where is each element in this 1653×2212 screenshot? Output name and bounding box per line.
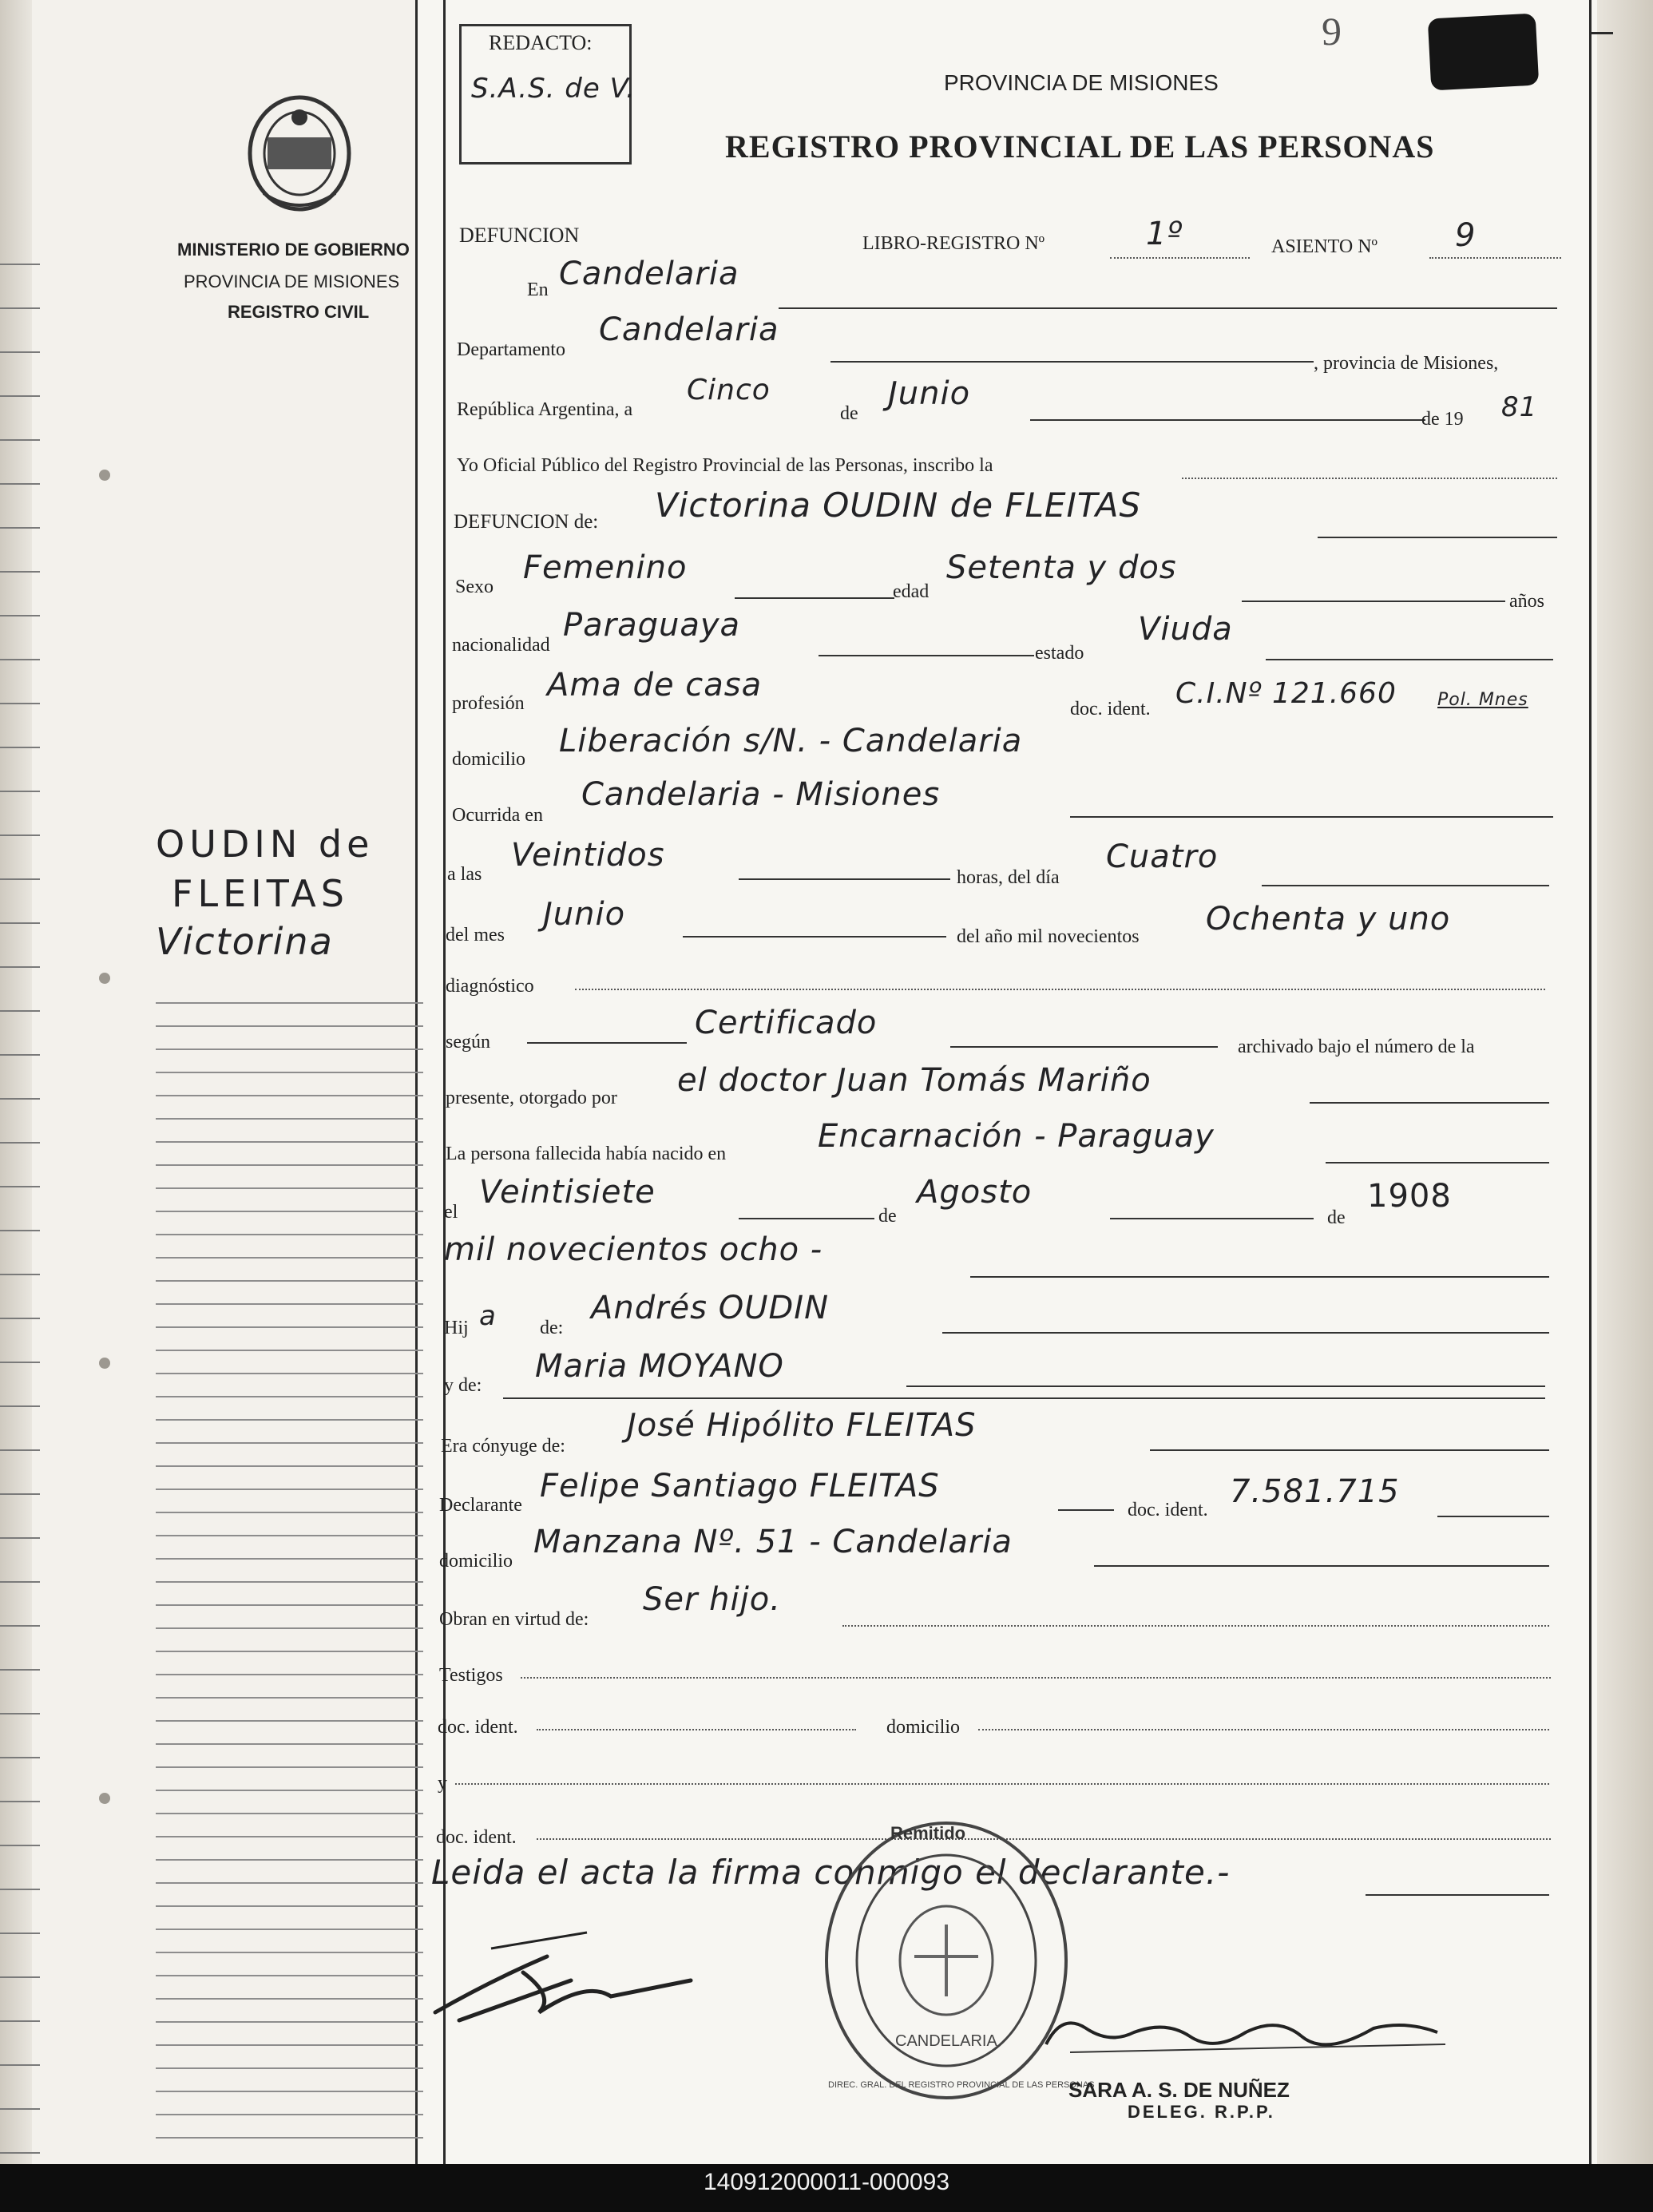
document-id: 140912000011-000093: [703, 2169, 950, 2195]
nac-anio-words: mil novecientos ocho -: [444, 1231, 823, 1268]
field-line: [842, 1625, 1549, 1627]
stub-ruled-line: [156, 1998, 423, 2000]
field-line: [1318, 537, 1557, 538]
y-de-label: y de:: [444, 1375, 482, 1396]
stub-ruled-line: [156, 1836, 423, 1837]
presente-value: el doctor Juan Tomás Mariño: [677, 1062, 1152, 1099]
redacto-value: S.A.S. de V.: [471, 73, 636, 105]
stub-ruled-line: [156, 1072, 423, 1073]
mes-muerte-value: Junio: [543, 896, 626, 933]
edge-ruled-line: [0, 1230, 40, 1231]
official-signature: [1038, 1996, 1453, 2060]
stub-ruled-line: [156, 1049, 423, 1050]
field-line: [942, 1332, 1549, 1334]
edge-ruled-line: [0, 878, 40, 880]
field-line: [683, 936, 946, 938]
official-title: DELEG. R.P.P.: [1128, 2102, 1275, 2122]
fecha-anio-prefix: de 19: [1421, 409, 1464, 430]
field-line: [455, 1783, 1549, 1785]
stub-ruled-line: [156, 1604, 423, 1606]
stub-ruled-line: [156, 2091, 423, 2092]
dia-muerte-value: Cuatro: [1106, 838, 1219, 875]
fecha-mes-value: Junio: [888, 375, 971, 412]
stub-ruled-line: [156, 1743, 423, 1745]
testigo1-doc-label: doc. ident.: [438, 1717, 518, 1738]
stub-ruled-line: [156, 2021, 423, 2023]
fecha-de-label: de: [840, 403, 858, 424]
ocurrida-value: Candelaria - Misiones: [581, 776, 941, 813]
edge-ruled-line: [0, 1449, 40, 1451]
stub-ruled-line: [156, 1581, 423, 1583]
declarante-domicilio-label: domicilio: [439, 1551, 513, 1572]
doc-ident-extra: Pol. Mnes: [1437, 690, 1528, 710]
edge-ruled-line: [0, 1889, 40, 1890]
stub-ruled-line: [156, 1535, 423, 1536]
stub-page: [32, 0, 439, 2164]
province-heading: PROVINCIA DE MISIONES: [944, 70, 1219, 95]
fecha-anio-value: 81: [1501, 391, 1538, 423]
en-value: Candelaria: [559, 256, 739, 292]
ministry-line2: PROVINCIA DE MISIONES: [184, 272, 400, 291]
stub-ruled-line: [156, 1651, 423, 1652]
edge-ruled-line: [0, 2064, 40, 2066]
stub-ruled-line: [156, 1187, 423, 1189]
stub-ruled-line: [156, 1558, 423, 1560]
edge-ruled-line: [0, 1362, 40, 1363]
stub-ruled-line: [156, 1859, 423, 1861]
hija-suffix: a: [479, 1300, 497, 1332]
field-line: [1437, 1516, 1549, 1517]
closing-text: Leida el acta la firma conmigo el declarante.-: [431, 1853, 1231, 1892]
stub-ruled-line: [156, 1350, 423, 1351]
binding-hole: [99, 1358, 110, 1369]
binding-hole: [99, 973, 110, 984]
stub-ruled-line: [156, 1164, 423, 1166]
edge-ruled-line: [0, 1625, 40, 1627]
stub-ruled-line: [156, 1512, 423, 1513]
edge-ruled-line: [0, 1186, 40, 1187]
stub-ruled-line: [156, 1465, 423, 1467]
stub-ruled-line: [156, 1326, 423, 1328]
edge-ruled-line: [0, 1054, 40, 1056]
official-name: SARA A. S. DE NUÑEZ: [1068, 2078, 1290, 2102]
declarante-doc-label: doc. ident.: [1128, 1500, 1208, 1520]
doc-ident-label: doc. ident.: [1070, 699, 1151, 719]
nac-mes-value: Agosto: [917, 1174, 1033, 1211]
stub-ruled-line: [156, 1720, 423, 1722]
testigo1-domicilio-label: domicilio: [886, 1717, 960, 1738]
edge-ruled-line: [0, 307, 40, 309]
profesion-value: Ama de casa: [547, 667, 763, 704]
edge-ruled-line: [0, 966, 40, 968]
edge-ruled-line: [0, 747, 40, 748]
field-line: [1150, 1449, 1549, 1451]
stub-ruled-line: [156, 1952, 423, 1953]
declarante-label: Declarante: [439, 1495, 522, 1516]
edge-ruled-line: [0, 1669, 40, 1671]
edge-ruled-line: [0, 571, 40, 573]
stub-ruled-line: [156, 2067, 423, 2069]
edge-ruled-line: [0, 1933, 40, 1934]
edge-ruled-line: [0, 351, 40, 353]
registry-heading: REGISTRO PROVINCIAL DE LAS PERSONAS: [725, 129, 1435, 165]
conyuge-label: Era cónyuge de:: [441, 1436, 565, 1457]
defuncion-de-value: Victorina OUDIN de FLEITAS: [655, 486, 1142, 525]
stamp-inner-text: CANDELARIA: [895, 2032, 997, 2050]
sexo-label: Sexo: [455, 577, 494, 597]
edge-ruled-line: [0, 439, 40, 441]
nacionalidad-label: nacionalidad: [452, 635, 550, 656]
field-line: [978, 1729, 1549, 1730]
field-line: [970, 1276, 1549, 1278]
field-line: [830, 361, 1314, 363]
stub-ruled-line: [156, 1697, 423, 1699]
field-line: [1094, 1565, 1549, 1567]
estado-label: estado: [1035, 643, 1084, 664]
testigo2-doc-label: doc. ident.: [436, 1827, 517, 1848]
departamento-label: Departamento: [457, 339, 565, 360]
anio-muerte-value: Ochenta y uno: [1206, 901, 1451, 938]
nac-anio-value: 1908: [1367, 1178, 1452, 1215]
edge-ruled-line: [0, 615, 40, 616]
official-stamp: [819, 1817, 1095, 2104]
page-edge-left: [0, 0, 32, 2212]
record-type-label: DEFUNCION: [459, 224, 580, 247]
oficial-text: Yo Oficial Público del Registro Provincial de las Personas, inscribo la: [457, 455, 993, 476]
field-line: [537, 1729, 856, 1730]
page-number: 9: [1322, 9, 1342, 54]
nacionalidad-value: Paraguaya: [563, 607, 741, 644]
nac-dia-value: Veintisiete: [479, 1174, 656, 1211]
ministry-line3: REGISTRO CIVIL: [228, 302, 370, 322]
edge-ruled-line: [0, 264, 40, 265]
stub-ruled-line: [156, 1396, 423, 1397]
field-line: [1310, 1102, 1549, 1104]
del-anio-label: del año mil novecientos: [957, 926, 1140, 947]
padre-value: Andrés OUDIN: [591, 1290, 829, 1326]
horas-label: horas, del día: [957, 867, 1060, 888]
redacto-box: [459, 24, 636, 165]
presente-label: presente, otorgado por: [446, 1088, 617, 1108]
stub-ruled-line: [156, 1905, 423, 1907]
edge-ruled-line: [0, 1801, 40, 1802]
binding-hole: [99, 470, 110, 481]
edge-ruled-line: [0, 527, 40, 529]
estado-value: Viuda: [1138, 611, 1233, 648]
profesion-label: profesión: [452, 693, 525, 714]
field-line: [739, 878, 950, 880]
field-line: [1110, 257, 1250, 259]
stub-ruled-line: [156, 1627, 423, 1629]
edge-ruled-line: [0, 703, 40, 704]
stub-ruled-line: [156, 1674, 423, 1675]
edge-ruled-line: [0, 1493, 40, 1495]
stub-ruled-line: [156, 1790, 423, 1791]
field-line: [503, 1397, 1545, 1399]
conyuge-value: José Hipólito FLEITAS: [627, 1407, 977, 1444]
stub-ruled-line: [156, 1002, 423, 1004]
field-line: [1182, 478, 1557, 479]
edge-ruled-line: [0, 1713, 40, 1714]
declarante-domicilio-value: Manzana Nº. 51 - Candelaria: [533, 1524, 1013, 1560]
stamp-outer-text: DIREC. GRAL. DEL REGISTRO PROVINCIAL DE LAS PERSONAS: [828, 2080, 1095, 2090]
stub-ruled-line: [156, 1211, 423, 1212]
stub-ruled-line: [156, 1280, 423, 1282]
edge-ruled-line: [0, 1757, 40, 1758]
field-line: [819, 655, 1034, 656]
field-line: [1058, 1509, 1114, 1511]
field-line: [1266, 659, 1553, 660]
declarant-signature: [427, 1925, 699, 2044]
coat-of-arms-seal: [240, 89, 359, 221]
edge-ruled-line: [0, 834, 40, 836]
segun-value: Certificado: [695, 1005, 878, 1041]
field-line: [1110, 1218, 1314, 1219]
edge-ruled-line: [0, 1274, 40, 1275]
stub-ruled-line: [156, 1813, 423, 1814]
anios-label: años: [1509, 591, 1544, 612]
stub-ruled-line: [156, 1095, 423, 1096]
edge-ruled-line: [0, 2020, 40, 2022]
stub-name-line2: FLEITAS: [172, 872, 349, 915]
edad-value: Setenta y dos: [946, 549, 1177, 586]
edge-ruled-line: [0, 659, 40, 660]
ministry-line1: MINISTERIO DE GOBIERNO: [177, 240, 410, 260]
field-line: [1242, 601, 1505, 602]
stub-ruled-line: [156, 1929, 423, 1930]
field-line: [1326, 1162, 1549, 1163]
binding-hole: [99, 1793, 110, 1804]
obran-value: Ser hijo.: [643, 1581, 781, 1618]
field-line: [906, 1385, 1545, 1387]
edge-ruled-line: [0, 1098, 40, 1100]
obran-label: Obran en virtud de:: [439, 1609, 589, 1630]
libro-value: 1º: [1146, 216, 1183, 252]
edge-ruled-line: [0, 1405, 40, 1407]
stamp-top-text: Remitido: [890, 1823, 966, 1843]
nac-de-label: de: [878, 1206, 897, 1227]
stub-ruled-line: [156, 1373, 423, 1374]
defuncion-de-label: DEFUNCION de:: [454, 511, 599, 533]
stub-ruled-line: [156, 1975, 423, 1976]
edge-ruled-line: [0, 1537, 40, 1539]
field-line: [575, 989, 1545, 990]
field-line: [779, 307, 1557, 309]
edge-ruled-line: [0, 1976, 40, 1978]
provincia-suffix: , provincia de Misiones,: [1314, 353, 1499, 374]
field-line: [735, 597, 894, 599]
stub-ruled-line: [156, 1257, 423, 1259]
stub-ruled-line: [156, 2114, 423, 2115]
republica-label: República Argentina, a: [457, 399, 633, 420]
a-las-label: a las: [447, 864, 482, 885]
stub-ruled-line: [156, 1442, 423, 1444]
departamento-value: Candelaria: [599, 311, 779, 348]
stub-ruled-line: [156, 1303, 423, 1305]
libro-label: LIBRO-REGISTRO Nº: [862, 233, 1045, 254]
edge-ruled-line: [0, 922, 40, 924]
sexo-value: Femenino: [523, 549, 688, 586]
y-label: y: [438, 1773, 447, 1794]
edge-ruled-line: [0, 791, 40, 792]
edad-label: edad: [893, 581, 930, 602]
frame-line-right: [1589, 0, 1592, 2164]
declarante-doc-value: 7.581.715: [1230, 1473, 1400, 1510]
stub-name-line3: Victorina: [156, 920, 334, 963]
edge-ruled-line: [0, 1845, 40, 1846]
redacto-label: REDACTO:: [489, 31, 593, 54]
stub-ruled-line: [156, 2137, 423, 2139]
hija-label-prefix: Hij: [444, 1318, 469, 1338]
domicilio-label: domicilio: [452, 749, 525, 770]
domicilio-value: Liberación s/N. - Candelaria: [559, 723, 1023, 759]
segun-label: según: [446, 1032, 490, 1052]
edge-ruled-line: [0, 2152, 40, 2154]
stub-ruled-line: [156, 2044, 423, 2046]
madre-value: Maria MOYANO: [535, 1348, 784, 1385]
stub-ruled-line: [156, 1234, 423, 1235]
edge-ruled-line: [0, 2108, 40, 2110]
field-line: [1366, 1894, 1549, 1896]
frame-corner: [1589, 32, 1613, 34]
stub-ruled-line: [156, 1882, 423, 1884]
declarante-value: Felipe Santiago FLEITAS: [540, 1468, 940, 1504]
stub-ruled-line: [156, 1118, 423, 1120]
stub-name-line1: OUDIN de: [156, 823, 375, 866]
diagnostico-label: diagnóstico: [446, 976, 534, 997]
del-mes-label: del mes: [446, 925, 505, 945]
hija-de-label: de:: [540, 1318, 564, 1338]
field-line: [521, 1677, 1551, 1679]
field-line: [739, 1218, 874, 1219]
field-line: [1070, 816, 1553, 818]
field-line: [1429, 257, 1561, 259]
field-line: [950, 1046, 1218, 1048]
stub-ruled-line: [156, 1766, 423, 1768]
edge-ruled-line: [0, 483, 40, 485]
redaction-mark: [1428, 14, 1540, 91]
asiento-value: 9: [1455, 217, 1477, 254]
stub-ruled-line: [156, 1141, 423, 1143]
stub-ruled-line: [156, 1025, 423, 1027]
field-line: [1262, 885, 1549, 886]
edge-ruled-line: [0, 1318, 40, 1319]
edge-ruled-line: [0, 1581, 40, 1583]
nacido-label: La persona fallecida había nacido en: [446, 1144, 727, 1164]
stub-ruled-line: [156, 1489, 423, 1490]
doc-ident-value: C.I.Nº 121.660: [1175, 677, 1397, 710]
nacido-value: Encarnación - Paraguay: [818, 1118, 1215, 1155]
page-edge-right: [1597, 0, 1653, 2164]
fecha-dia-value: Cinco: [687, 374, 771, 406]
ocurrida-label: Ocurrida en: [452, 805, 543, 826]
nac-el-label: el: [444, 1202, 458, 1223]
en-label: En: [527, 279, 549, 300]
a-las-value: Veintidos: [511, 837, 665, 874]
field-line: [1030, 419, 1425, 421]
archivado-label: archivado bajo el número de la: [1238, 1037, 1475, 1057]
nac-de2-label: de: [1327, 1207, 1346, 1228]
edge-ruled-line: [0, 1010, 40, 1012]
stub-ruled-line: [156, 1419, 423, 1421]
testigos-label: Testigos: [439, 1665, 503, 1686]
asiento-label: ASIENTO Nº: [1271, 236, 1378, 257]
field-line: [527, 1042, 687, 1044]
edge-ruled-line: [0, 395, 40, 397]
edge-ruled-line: [0, 1142, 40, 1144]
